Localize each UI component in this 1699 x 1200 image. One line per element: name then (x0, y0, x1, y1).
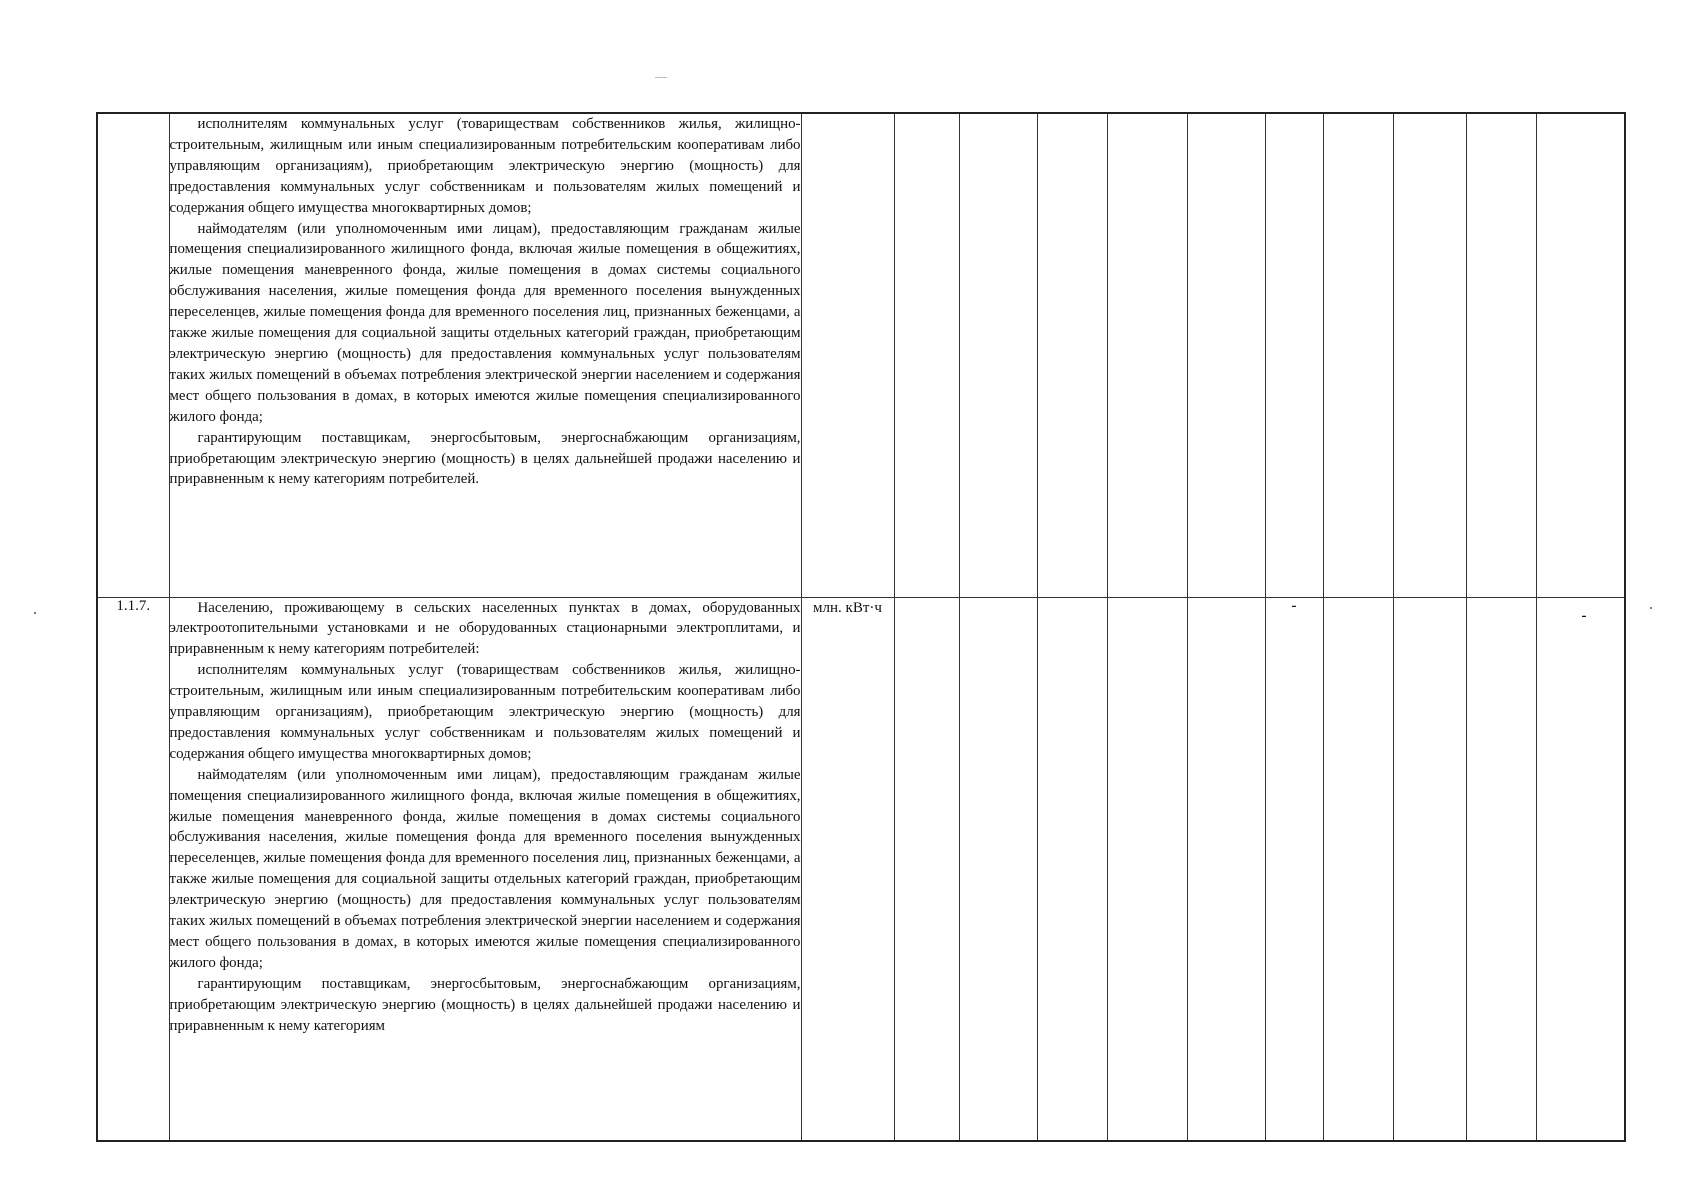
value-cell (1037, 113, 1107, 597)
last-dash-cell-overlay: - (1581, 608, 1587, 624)
value-cell (1037, 597, 1107, 1141)
value-cell: - (1265, 597, 1323, 1141)
value-cell (1393, 597, 1466, 1141)
unit-cell: млн. кВт·ч (801, 597, 894, 1141)
value-cell (959, 113, 1037, 597)
value-cell (1536, 597, 1625, 1141)
description-cell (169, 113, 801, 597)
row-number-cell (97, 113, 169, 597)
value-cell (1265, 113, 1323, 597)
value-cell (1187, 597, 1265, 1141)
value-cell (1393, 113, 1466, 597)
table-row (97, 597, 1625, 1141)
paragraph: исполнителям коммунальных услуг (товариществам собственников жилья, жилищно-строительным, жилищным или иным специализированным потребительским кооперативам либо управляющим организациям), приобретающим электрическую энергию (мощность) для предоставления коммунальных услуг собственникам и пользователям жилых помещений и содержания общего имущества многоквартирных домов; (169, 116, 801, 216)
value-cell (1187, 113, 1265, 597)
unit-cell (801, 113, 894, 597)
paragraph: Населению, проживающему в сельских населенных пунктах в домах, оборудованных электроотопительными установками и не оборудованных стационарными электроплитами, и приравненным к нему категориям потребителей: (169, 599, 801, 658)
paragraph: наймодателям (или уполномоченным ими лицам), предоставляющим гражданам жилые помещения специализированного жилищного фонда, включая жилые помещения в общежитиях, жилые помещения маневренного фонда, жилые помещения в домах системы социального обслуживания населения, жилые помещения фонда для временного поселения вынужденных переселенцев, жилые помещения фонда для временного поселения лиц, признанных беженцами, а также жилые помещения для социальной защиты отдельных категорий граждан, приобретающим электрическую энергию (мощность) для предоставления коммунальных услуг пользователям таких жилых помещений в объемах потребления электрической энергии населением и содержания мест общего пользования в домах, в которых имеются жилые помещения специализированного жилого фонда; (169, 220, 801, 425)
paragraph: исполнителям коммунальных услуг (товариществам собственников жилья, жилищно-строительным, жилищным или иным специализированным потребительским кооперативам либо управляющим организациям), приобретающим электрическую энергию (мощность) для предоставления коммунальных услуг собственникам и пользователям жилых помещений и содержания общего имущества многоквартирных домов; (169, 662, 801, 762)
value-cell (1107, 597, 1187, 1141)
table-row (97, 113, 1625, 597)
scan-artifact-dot (34, 612, 36, 614)
paragraph: наймодателям (или уполномоченным ими лицам), предоставляющим гражданам жилые помещения специализированного жилищного фонда, включая жилые помещения в общежитиях, жилые помещения маневренного фонда, жилые помещения в домах системы социального обслуживания населения, жилые помещения фонда для временного поселения вынужденных переселенцев, жилые помещения фонда для временного поселения лиц, признанных беженцами, а также жилые помещения для социальной защиты отдельных категорий граждан, приобретающим электрическую энергию (мощность) для предоставления коммунальных услуг пользователям таких жилых помещений в объемах потребления электрической энергии населением и содержания мест общего пользования в домах, в которых имеются жилые помещения специализированного жилого фонда; (169, 766, 801, 971)
value-cell (1466, 113, 1536, 597)
value-cell (1466, 597, 1536, 1141)
value-cell (959, 597, 1037, 1141)
description-cell (169, 597, 801, 1141)
value-cell (894, 597, 959, 1141)
value-cell (1323, 113, 1393, 597)
value-cell (1536, 113, 1625, 597)
paragraph: гарантирующим поставщикам, энергосбытовым, энергоснабжающим организациям, приобретающим электрическую энергию (мощность) в целях дальнейшей продажи населению и приравненным к нему категориям (169, 975, 801, 1034)
value-cell (894, 113, 959, 597)
scan-artifact-line (655, 77, 667, 78)
value-cell (1107, 113, 1187, 597)
value-cell (1323, 597, 1393, 1141)
scan-artifact-dot (1650, 607, 1652, 609)
data-table (96, 112, 1626, 1142)
paragraph: гарантирующим поставщикам, энергосбытовым, энергоснабжающим организациям, приобретающим электрическую энергию (мощность) в целях дальнейшей продажи населению и приравненным к нему категориям потребителей. (169, 429, 801, 488)
row-number-cell: 1.1.7. (97, 597, 169, 1141)
